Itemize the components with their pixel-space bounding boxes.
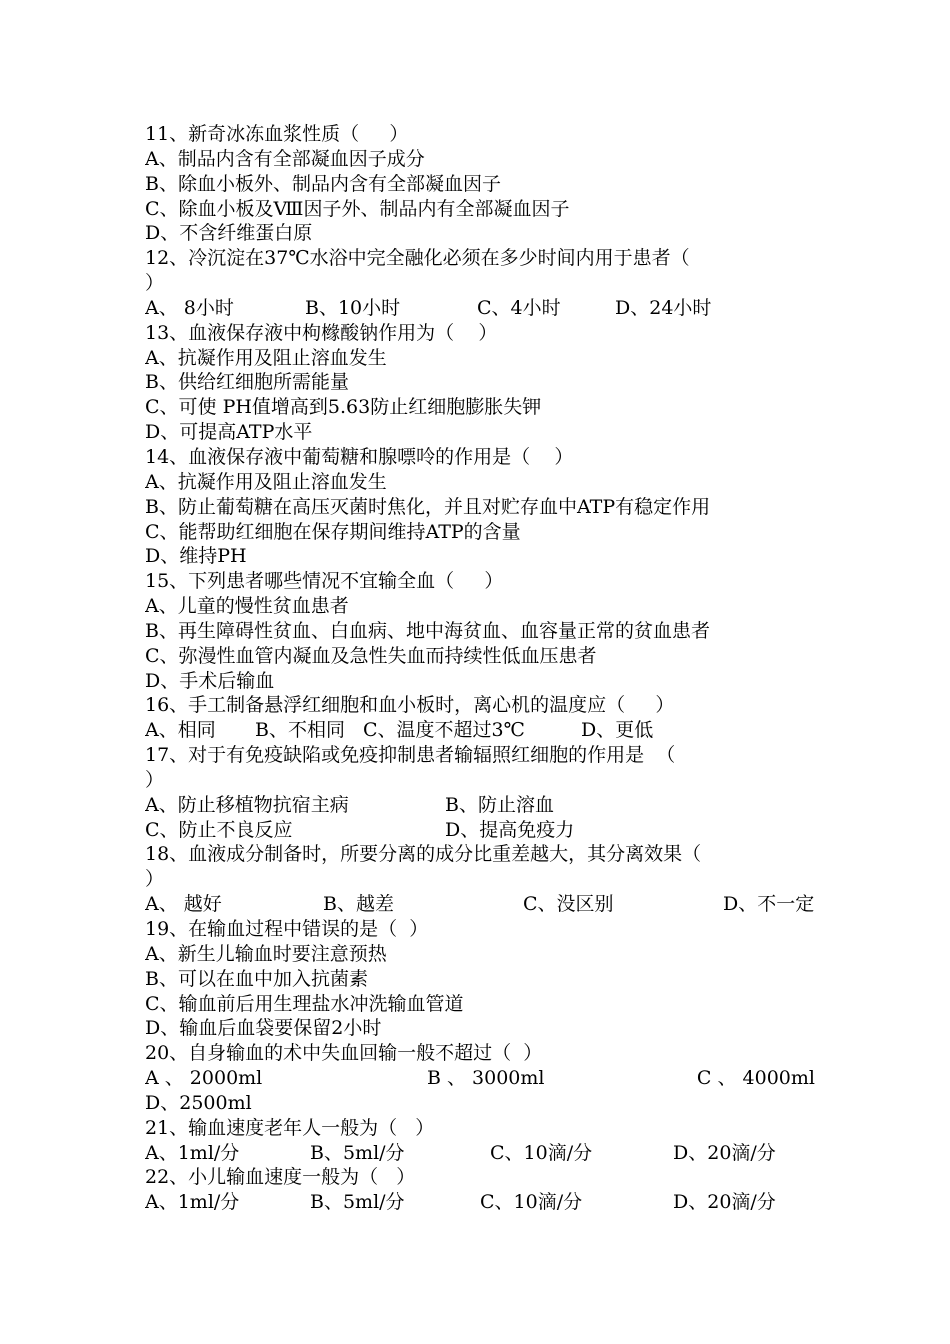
- question-20-option-b: B 、 3000ml: [427, 1067, 545, 1090]
- question-19-option-a: A、新生儿输血时要注意预热: [145, 942, 387, 965]
- question-18-option-c: C、没区别: [523, 893, 614, 916]
- question-22-option-c: C、10滴/分: [480, 1191, 583, 1214]
- question-22-option-b: B、5ml/分: [310, 1191, 405, 1214]
- question-15-option-c: C、弥漫性血管内凝血及急性失血而持续性低血压患者: [145, 644, 597, 667]
- question-16-option-d: D、更低: [581, 719, 654, 742]
- question-13-stem: 13、血液保存液中枸橼酸钠作用为（ ）: [145, 321, 498, 344]
- question-17-option-c: C、防止不良反应: [145, 818, 293, 841]
- question-21-option-b: B、5ml/分: [310, 1141, 405, 1164]
- question-16-option-a: A、相同: [145, 719, 216, 742]
- question-12-stem-cont: ）: [145, 272, 165, 295]
- question-17-option-a: A、防止移植物抗宿主病: [145, 793, 349, 816]
- question-19-option-c: C、输血前后用生理盐水冲洗输血管道: [145, 992, 464, 1015]
- question-12-stem: 12、冷沉淀在37℃水浴中完全融化必须在多少时间内用于患者（: [145, 247, 690, 270]
- question-11-option-c: C、除血小板及Ⅷ因子外、制品内有全部凝血因子: [145, 197, 570, 220]
- question-21-options: [145, 1141, 815, 1166]
- question-16-option-b: B、不相同: [255, 719, 345, 742]
- question-11-option-d: D、不含纤维蛋白原: [145, 222, 313, 245]
- question-20-option-d: D、2500ml: [145, 1091, 252, 1114]
- question-14-option-d: D、维持PH: [145, 545, 247, 568]
- question-21-option-c: C、10滴/分: [490, 1141, 593, 1164]
- question-19-option-d: D、输血后血袋要保留2小时: [145, 1017, 382, 1040]
- question-13-option-c: C、可使 PH值增高到5.63防止红细胞膨胀失钾: [145, 396, 542, 419]
- question-20-stem: 20、自身输血的术中失血回输一般不超过（ ）: [145, 1042, 543, 1065]
- question-15-option-b: B、再生障碍性贫血、白血病、地中海贫血、血容量正常的贫血患者: [145, 619, 710, 642]
- question-list: [145, 122, 815, 1215]
- question-18-option-d: D、不一定: [723, 893, 815, 916]
- question-17-option-d: D、提高免疫力: [445, 818, 575, 841]
- question-22-option-d: D、20滴/分: [673, 1191, 776, 1214]
- question-15-option-a: A、儿童的慢性贫血患者: [145, 595, 349, 618]
- question-21-option-a: A、1ml/分: [145, 1141, 240, 1164]
- question-13-option-a: A、抗凝作用及阻止溶血发生: [145, 346, 387, 369]
- question-20-option-a: A 、 2000ml: [145, 1067, 263, 1090]
- question-13-option-b: B、供给红细胞所需能量: [145, 371, 349, 394]
- question-20-option-c: C 、 4000ml: [696, 1067, 815, 1090]
- question-17-options-cd: [145, 818, 815, 843]
- question-12-option-a: A、 8小时: [145, 296, 234, 319]
- question-21-stem: 21、输血速度老年人一般为（ ）: [145, 1116, 435, 1139]
- question-11-option-a: A、制品内含有全部凝血因子成分: [145, 147, 425, 170]
- question-16-options: [145, 718, 815, 743]
- question-18-stem: 18、血液成分制备时，所要分离的成分比重差越大，其分离效果（: [145, 843, 702, 866]
- question-22-options: [145, 1190, 815, 1215]
- question-11-option-b: B、除血小板外、制品内含有全部凝血因子: [145, 172, 501, 195]
- question-16-stem: 16、手工制备悬浮红细胞和血小板时，离心机的温度应（ ）: [145, 694, 675, 717]
- question-22-stem: 22、小儿输血速度一般为（ ）: [145, 1166, 416, 1189]
- question-12-options: [145, 296, 815, 321]
- question-20-options: [145, 1066, 815, 1091]
- question-17-stem: 17、对于有免疫缺陷或免疫抑制患者输辐照红细胞的作用是 （: [145, 744, 676, 767]
- question-18-options: [145, 892, 815, 917]
- question-14-stem: 14、血液保存液中葡萄糖和腺嘌呤的作用是（ ）: [145, 445, 574, 468]
- question-21-option-d: D、20滴/分: [673, 1141, 776, 1164]
- question-17-options-ab: [145, 793, 815, 818]
- question-17-stem-cont: ）: [145, 768, 165, 791]
- question-14-option-b: B、防止葡萄糖在高压灭菌时焦化，并且对贮存血中ATP有稳定作用: [145, 495, 711, 518]
- question-16-option-c: C、温度不超过3℃: [363, 719, 525, 742]
- question-12-option-b: B、10小时: [305, 296, 401, 319]
- question-12-option-d: D、24小时: [615, 296, 712, 319]
- question-14-option-c: C、能帮助红细胞在保存期间维持ATP的含量: [145, 520, 521, 543]
- question-22-option-a: A、1ml/分: [145, 1191, 240, 1214]
- question-11-stem: 11、新奇冰冻血浆性质（ ）: [145, 123, 409, 145]
- question-15-option-d: D、手术后输血: [145, 669, 275, 692]
- question-15-stem: 15、下列患者哪些情况不宜输全血（ ）: [145, 570, 504, 593]
- question-19-stem: 19、在输血过程中错误的是（ ）: [145, 918, 429, 940]
- question-18-option-b: B、越差: [323, 893, 394, 916]
- question-17-option-b: B、防止溶血: [445, 793, 554, 816]
- question-18-option-a: A、 越好: [145, 893, 222, 916]
- question-13-option-d: D、可提高ATP水平: [145, 421, 313, 444]
- question-12-option-c: C、4小时: [477, 296, 561, 319]
- question-19-option-b: B、可以在血中加入抗菌素: [145, 967, 368, 990]
- question-18-stem-cont: ）: [145, 868, 165, 891]
- question-14-option-a: A、抗凝作用及阻止溶血发生: [145, 470, 387, 493]
